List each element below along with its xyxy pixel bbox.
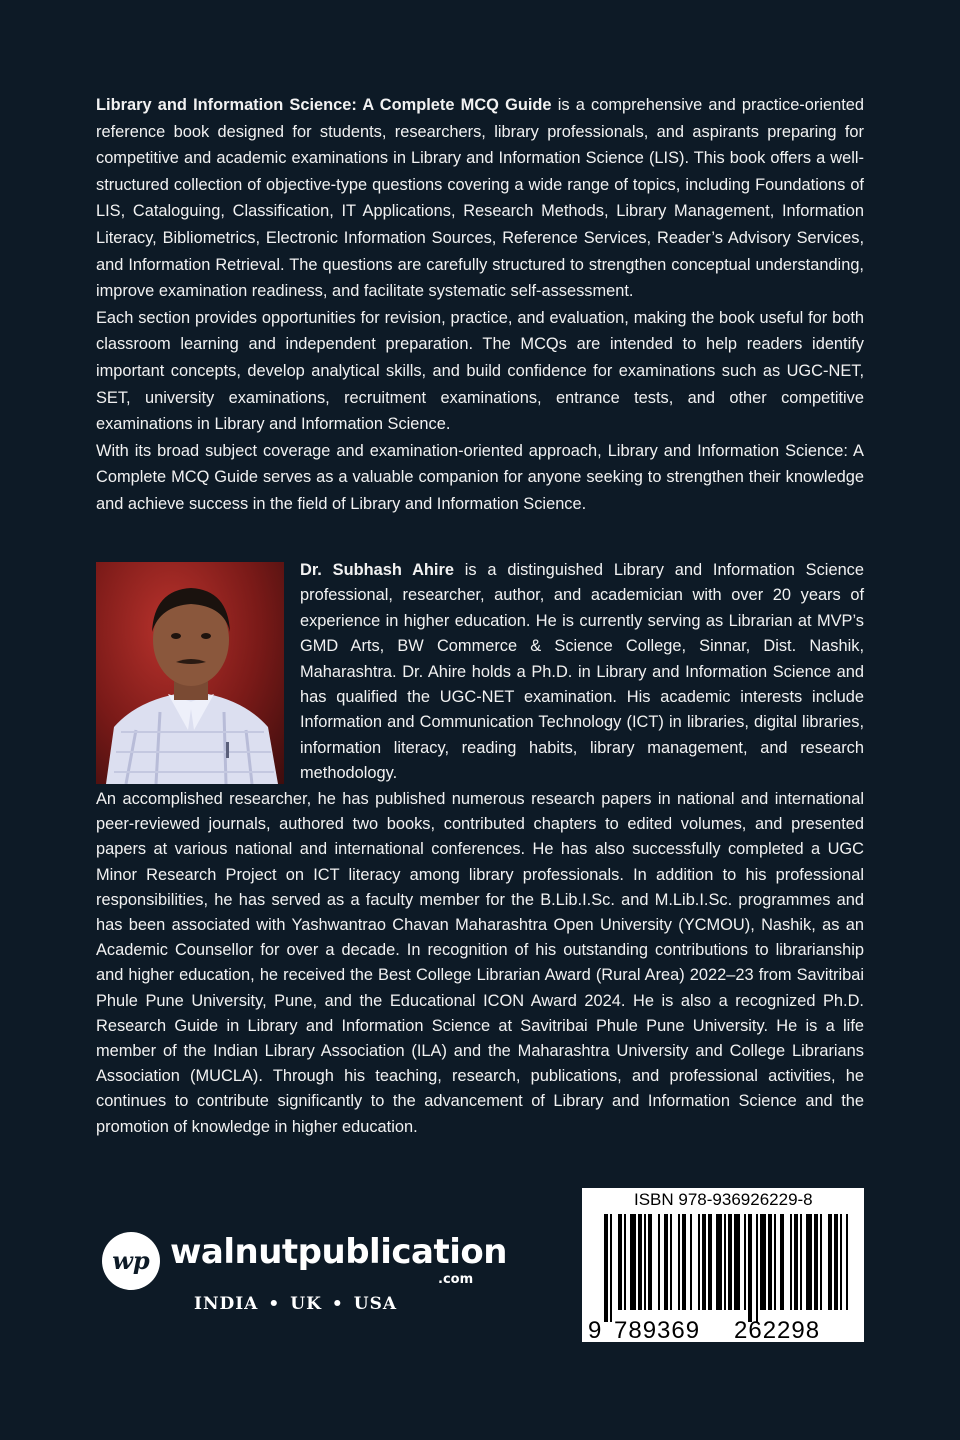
- barcode-bar: [604, 1214, 608, 1322]
- blurb-p1-text: is a comprehensive and practice-oriented reference book designed for students, researchers, library professionals, and aspirants preparing for competitive and academic examinations in Library and Information Science (LIS). This book offers a well-structured collection of objective-type questions covering a wide range of topics, including Foundations of LIS, Cataloguing, Classification, IT Applications, Research Methods, Library Management, Information Literacy, Bibliometrics, Electronic Information Sources, Reference Services, Reader’s Advisory Services, and Information Retrieval. The questions are carefully structured to strengthen conceptual understanding, improve examination readiness, and facilitate systematic self-assessment.: [96, 96, 864, 301]
- book-title: Library and Information Science: A Complete MCQ Guide: [96, 96, 552, 114]
- barcode-bar: [716, 1214, 722, 1310]
- barcode-bar: [774, 1214, 776, 1310]
- bullet-icon: •: [268, 1294, 281, 1314]
- publisher-logo: [102, 1228, 507, 1328]
- barcode-bar: [670, 1214, 672, 1310]
- isbn-left-digits: 789369: [614, 1317, 701, 1342]
- barcode-bar: [734, 1214, 740, 1310]
- region-india: INDIA: [194, 1294, 259, 1314]
- blurb-paragraph-2: Each section provides opportunities for revision, practice, and evaluation, making the book useful for both classroom learning and independent preparation. The MCQs are intended to help readers identify important concepts, develop analytical skills, and build confidence for examinations such as UGC-NET, SET, university examinations, recruitment examinations, entrance tests, and other competitive examinations in Library and Information Science.: [96, 308, 864, 434]
- publisher-domain: .com: [438, 1272, 474, 1287]
- barcode-bar: [834, 1214, 838, 1310]
- barcode-bar: [682, 1214, 686, 1310]
- isbn-first-digit: 9: [588, 1317, 602, 1342]
- barcode-bar: [690, 1214, 692, 1310]
- barcode-bar: [794, 1214, 798, 1310]
- barcode-bar: [800, 1214, 802, 1310]
- barcode-bar: [630, 1214, 636, 1310]
- barcode-bar: [820, 1214, 822, 1310]
- author-bio-continued: [96, 787, 864, 1140]
- barcode-bar: [756, 1214, 758, 1322]
- region-uk: UK: [290, 1294, 322, 1314]
- barcode-graphic: [582, 1210, 864, 1342]
- barcode-bar: [790, 1214, 792, 1310]
- barcode-bar: [744, 1214, 746, 1310]
- blurb-paragraph-3: With its broad subject coverage and examination-oriented approach, Library and Information Science: A Complete MCQ Guide serves as a valuable companion for anyone seeking to strengthen their knowledge and achieve success in the field of Library and Information Science.: [96, 441, 864, 513]
- barcode-bar: [840, 1214, 842, 1310]
- barcode-bar: [760, 1214, 766, 1310]
- author-photo: [96, 562, 284, 784]
- barcode-bar: [698, 1214, 700, 1310]
- publisher-regions: [194, 1294, 397, 1314]
- barcode-bar: [702, 1214, 706, 1310]
- barcode-bar: [708, 1214, 712, 1310]
- barcode-bar: [846, 1214, 848, 1310]
- author-name: Dr. Subhash Ahire: [300, 561, 454, 579]
- author-bio-text: is a distinguished Library and Information Science professional, researcher, author, and academician with over 20 years of experience in higher education. He is currently serving as Librarian at MVP’s GMD Arts, BW Commerce & Science College, Sinnar, Dist. Nashik, Maharashtra. Dr. Ahire holds a Ph.D. in Library and Information Science and has qualified the UGC-NET examination. His academic interests include Information and Communication Technology (ICT) in libraries, digital libraries, information literacy, reading habits, library management, and research methodology.: [300, 561, 864, 783]
- barcode-bars-icon: [604, 1214, 848, 1322]
- barcode-bar: [748, 1214, 752, 1322]
- barcode-bar: [644, 1214, 646, 1310]
- isbn-barcode: [582, 1188, 864, 1342]
- region-usa: USA: [353, 1294, 398, 1314]
- barcode-bar: [624, 1214, 626, 1310]
- barcode-bar: [658, 1214, 660, 1310]
- bullet-icon: •: [331, 1294, 344, 1314]
- book-blurb: [96, 92, 864, 518]
- barcode-bar: [664, 1214, 668, 1310]
- barcode-bar: [724, 1214, 726, 1310]
- barcode-bar: [814, 1214, 818, 1310]
- publisher-name: walnutpublication: [170, 1232, 507, 1272]
- barcode-bar: [728, 1214, 732, 1310]
- barcode-bar: [610, 1214, 612, 1322]
- barcode-bar: [828, 1214, 832, 1310]
- barcode-bar: [678, 1214, 680, 1310]
- author-bio: [300, 558, 864, 787]
- isbn-right-digits: 262298: [734, 1317, 821, 1342]
- barcode-bar: [618, 1214, 622, 1310]
- barcode-bar: [806, 1214, 812, 1310]
- barcode-bar: [638, 1214, 642, 1310]
- blurb-paragraph-1: [96, 92, 864, 305]
- barcode-bar: [768, 1214, 772, 1310]
- barcode-bar: [780, 1214, 784, 1310]
- walnut-logo-icon: wp: [102, 1232, 160, 1290]
- barcode-bar: [648, 1214, 652, 1310]
- author-bio-paragraph: An accomplished researcher, he has published numerous research papers in national and international peer-reviewed journals, authored two books, contributed chapters to edited volumes, and presented papers at various national and international conferences. He has also successfully completed a UGC Minor Research Project on ICT literacy among library professionals. In addition to his professional responsibilities, he has served as a faculty member for the B.Lib.I.Sc. and M.Lib.I.Sc. programmes and has been associated with Yashwantrao Chavan Maharashtra Open University (YCMOU), Nashik, as an Academic Counsellor for over a decade. In recognition of his outstanding contributions to librarianship and higher education, he received the Best College Librarian Award (Rural Area) 2022–23 from Savitribai Phule Pune University, Pune, and the Educational ICON Award 2024. He is also a recognized Ph.D. Research Guide in Library and Information Science at Savitribai Phule Pune University. He is a life member of the Indian Library Association (ILA) and the Maharashtra University and College Librarians Association (MUCLA). Through his teaching, research, publications, and professional activities, he continues to contribute significantly to the advancement of Library and Information Science and the promotion of knowledge in higher education.: [96, 790, 864, 1136]
- isbn-label: ISBN 978-936926229-8: [634, 1190, 813, 1209]
